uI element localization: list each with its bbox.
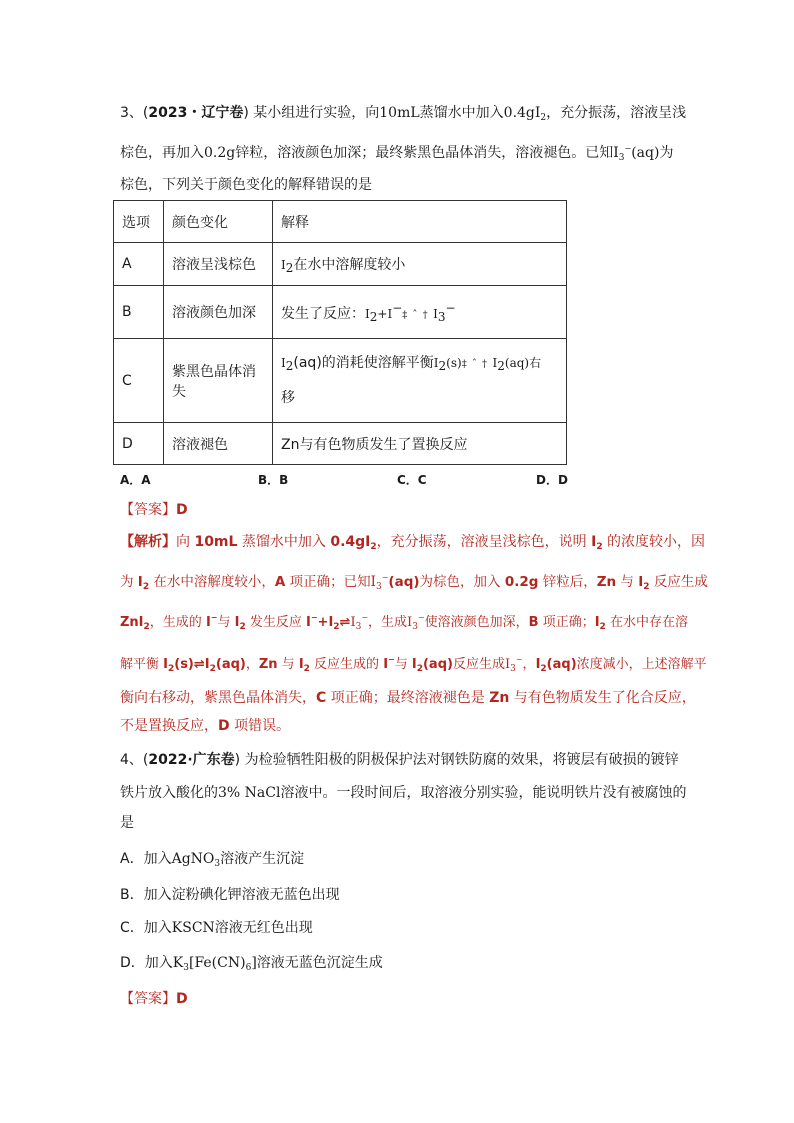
option-cell: D <box>114 423 164 465</box>
q4-option-d: D．加入$K_3[Fe(CN)_6]$溶液无蓝色沉淀生成 <box>120 955 383 973</box>
q4-option-a: A．加入AgNO$_3$溶液产生沉淀 <box>120 851 305 869</box>
q3-analysis-line-5: 衡向右移动，紫黑色晶体消失，C 项正确；最终溶液褪色是 Zn 与有色物质发生了化合反应， <box>120 690 696 706</box>
table-row <box>114 423 567 465</box>
q4-answer: 【答案】D <box>120 991 188 1007</box>
q4-stem-line-2: 铁片放入酸化的3% NaCl溶液中。一段时间后，取溶液分别实验，能说明铁片没有被腐蚀的 <box>120 785 687 801</box>
explanation-cell: I2(aq)的消耗使溶解平衡I2(s)‡ ˆ † I2(aq)右 移 <box>273 339 567 423</box>
table-row <box>114 286 567 339</box>
q4-option-c: C．加入KSCN溶液无红色出现 <box>120 920 313 936</box>
explanation-cell: 发生了反应：I2+I−‡ ˆ † I3− <box>273 286 567 339</box>
q3-stem-line-2: 棕色，再加入0.2g锌粒，溶液颜色加深；最终紫黑色晶体消失，溶液褪色。已知$I_3^-(aq)$为 <box>120 144 674 163</box>
q3-analysis-line-4: 解平衡 $I_2(s)\rightleftharpoons I_2(aq)$，Zn 与 $I_2$ 反应生成的 I−与 $I_2(aq)$反应生成$I_3^-$，$I_2(aq)$浓度减小，上述溶解平 <box>120 655 707 674</box>
option-cell: B <box>114 286 164 339</box>
q3-table <box>113 200 567 465</box>
table-header-cell: 解释 <box>273 201 567 243</box>
explanation-cell: Zn与有色物质发生了置换反应 <box>273 423 567 465</box>
q3-choice-c: C．C <box>397 473 427 487</box>
explanation-cell: I2在水中溶解度较小 <box>273 243 567 286</box>
table-header-cell: 颜色变化 <box>164 201 273 243</box>
color-change-cell: 溶液颜色加深 <box>164 286 273 339</box>
table-row <box>114 339 567 423</box>
q4-option-b: B．加入淀粉碘化钾溶液无蓝色出现 <box>120 887 340 903</box>
option-cell: A <box>114 243 164 286</box>
option-cell: C <box>114 339 164 423</box>
q3-stem-line-3: 棕色，下列关于颜色变化的解释错误的是 <box>120 177 372 193</box>
q3-choice-b: B．B <box>258 473 289 487</box>
q4-stem-line-3: 是 <box>120 815 134 831</box>
color-change-cell: 溶液褪色 <box>164 423 273 465</box>
q4-stem-line-1: 4、(2022·广东卷) 为检验牺牲阳极的阴极保护法对钢铁防腐的效果，将镀层有破损的镀锌 <box>120 752 679 768</box>
table-row <box>114 243 567 286</box>
q3-choice-a: A．A <box>120 473 151 487</box>
q3-choice-d: D．D <box>536 473 568 487</box>
q3-stem-line-1: 3、(2023・辽宁卷) 某小组进行实验，向10mL蒸馏水中加入$0.4gI_2$，充分振荡，溶液呈浅 <box>120 105 687 123</box>
table-header-row <box>114 201 567 243</box>
q3-analysis-line-6: 不是置换反应，D 项错误。 <box>120 718 291 734</box>
q3-analysis-line-3: ZnI$_2$，生成的 I−与 $I_2$ 发生反应 $I^-+I_2\rightleftharpoons I_3^-$，生成$I_3^-$使溶液颜色加深，B 项正确；$I_2$ 在水中存在溶 <box>120 613 688 632</box>
q3-analysis-line-1: 【解析】向 10mL 蒸馏水中加入 $0.4gI_2$，充分振荡，溶液呈浅棕色，说明 $I_2$ 的浓度较小，因 <box>120 534 706 552</box>
color-change-cell: 紫黑色晶体消失 <box>164 339 273 423</box>
q3-answer: 【答案】D <box>120 502 188 518</box>
q3-analysis-line-2: 为 $I_2$ 在水中溶解度较小，A 项正确；已知$I_3^-(aq)$为棕色，加入 0.2g 锌粒后，Zn 与 $I_2$ 反应生成 <box>120 573 708 592</box>
color-change-cell: 溶液呈浅棕色 <box>164 243 273 286</box>
table-header-cell: 选项 <box>114 201 164 243</box>
